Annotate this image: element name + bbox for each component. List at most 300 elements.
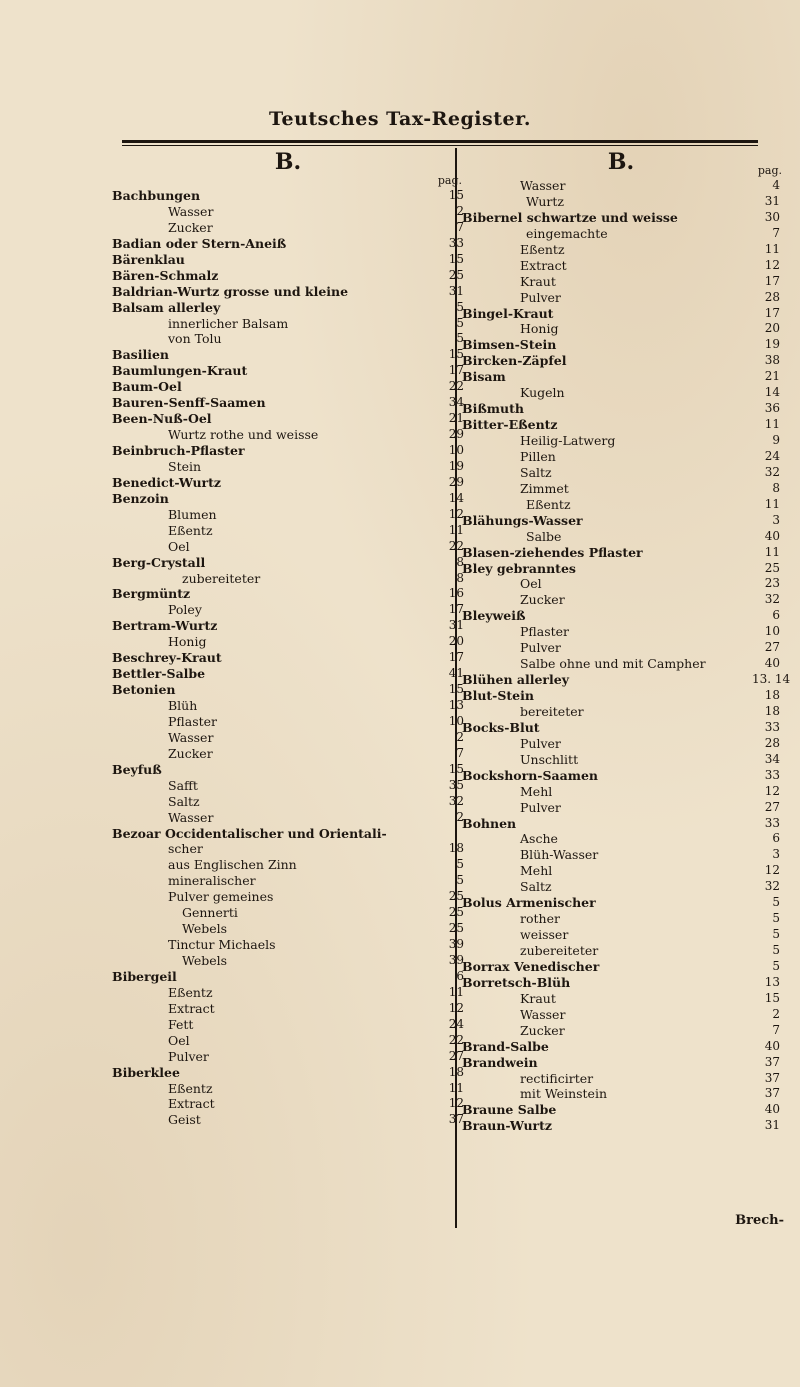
index-entry (110, 523, 466, 539)
index-entry (460, 1086, 782, 1102)
entry-term: Bleyweiß (462, 608, 526, 624)
index-entry (110, 1001, 466, 1017)
index-entry (460, 911, 782, 927)
entry-page: 11 (764, 544, 780, 559)
index-entry (110, 1017, 466, 1033)
entry-term: Poley (168, 602, 202, 618)
entry-page: 15 (448, 761, 464, 776)
entry-page: 25 (448, 905, 464, 920)
index-entry (460, 274, 782, 290)
index-entry (460, 927, 782, 943)
header-rule (122, 140, 758, 143)
entry-term: Saltz (520, 879, 552, 895)
entry-page: 10 (448, 713, 464, 728)
entry-page: 13 (448, 698, 464, 712)
entry-term: Saltz (168, 793, 200, 809)
entry-page: 31 (448, 618, 464, 633)
index-entry (110, 889, 466, 905)
entry-page: 34 (764, 751, 780, 766)
entry-term: Baldrian-Wurtz grosse und kleine (112, 283, 349, 299)
entry-page: 11 (764, 496, 780, 511)
entry-page: 17 (764, 273, 780, 288)
entry-term: Benedict-Wurtz (112, 474, 222, 490)
entry-term: Bolus Armenischer (462, 895, 596, 911)
entry-term: Stein (168, 458, 202, 474)
index-entry (460, 1007, 782, 1023)
index-entry (110, 316, 466, 332)
entry-term: Salbe (526, 528, 562, 544)
entry-page: 24 (764, 448, 780, 463)
index-entry (460, 385, 782, 401)
entry-term: Baumlungen-Kraut (112, 363, 248, 379)
index-entry (460, 1039, 782, 1055)
entry-page: 11 (448, 522, 464, 537)
entry-term: Honig (168, 634, 207, 650)
index-entry (460, 943, 782, 959)
entry-page: 24 (448, 1016, 464, 1031)
entry-term: Extract (520, 257, 567, 273)
index-entry (110, 220, 466, 236)
index-entry (460, 847, 782, 863)
entry-term: Eßentz (526, 496, 571, 512)
entry-page: 40 (764, 528, 780, 543)
entry-term: Kraut (520, 273, 556, 289)
index-entry (110, 969, 466, 985)
entry-page: 32 (764, 592, 780, 607)
index-entry (110, 459, 466, 475)
entry-page: 29 (448, 474, 464, 489)
entry-page: 18 (448, 1064, 464, 1079)
index-entry (110, 555, 466, 571)
index-entry (110, 586, 466, 602)
entry-page: 33 (764, 719, 780, 734)
entry-term: Bertram-Wurtz (112, 618, 218, 634)
entry-page: 5 (772, 911, 780, 926)
index-entry (460, 1023, 782, 1039)
index-entry (110, 491, 466, 507)
entry-term: Berg-Crystall (112, 554, 206, 570)
entry-page: 33 (448, 235, 464, 250)
entry-page: 25 (448, 921, 464, 936)
entry-page: 12 (448, 506, 464, 521)
entry-term: Bocks-Blut (462, 719, 540, 735)
entry-term: Pillen (520, 448, 556, 464)
entry-term: Blühen allerley (462, 672, 569, 688)
index-entry (460, 1118, 782, 1134)
entry-page: 7 (456, 745, 464, 760)
index-entry (460, 991, 782, 1007)
entry-term: Balsam allerley (112, 299, 221, 315)
entry-page: 6 (456, 968, 464, 983)
index-entry (460, 608, 782, 624)
index-entry (460, 1071, 782, 1087)
index-entry (460, 704, 782, 720)
entry-term: Asche (520, 831, 558, 847)
entry-page: 17 (448, 363, 464, 378)
index-entry (460, 481, 782, 497)
index-entry (460, 975, 782, 991)
index-entry (110, 762, 466, 778)
entry-term: Zucker (168, 745, 213, 761)
entry-term: Eßentz (168, 1080, 213, 1096)
index-entry (110, 236, 466, 252)
entry-page: 17 (764, 305, 780, 320)
entry-term: Bißmuth (462, 401, 524, 417)
entry-term: Bisam (462, 369, 506, 385)
entry-term: Oel (520, 576, 542, 592)
index-entry (460, 895, 782, 911)
entry-term: Oel (168, 538, 190, 554)
entry-term: Saltz (520, 464, 552, 480)
entry-term: Biberklee (112, 1064, 180, 1080)
index-entry (110, 507, 466, 523)
entry-page: 19 (448, 458, 464, 473)
index-entry (460, 465, 782, 481)
entry-term: Been-Nuß-Oel (112, 411, 212, 427)
entry-page: 41 (448, 666, 464, 681)
entry-term: Mehl (520, 783, 553, 799)
index-entry (110, 826, 466, 842)
entry-term: Badian oder Stern-Aneiß (112, 235, 287, 251)
entry-page: 6 (772, 831, 780, 846)
entry-term: Bettler-Salbe (112, 666, 206, 682)
index-entry (460, 449, 782, 465)
entry-term: Beinbruch-Pflaster (112, 443, 245, 458)
catchword: Brech- (735, 1213, 784, 1228)
entry-page: 36 (764, 401, 780, 416)
entry-term: Braune Salbe (462, 1102, 557, 1118)
left-column (110, 149, 466, 1128)
index-entry (460, 784, 782, 800)
entry-term: Geist (168, 1112, 201, 1128)
entry-term: weisser (520, 927, 569, 943)
entry-page: 22 (448, 538, 464, 553)
entry-page: 27 (448, 1048, 464, 1063)
entry-page: 32 (764, 464, 780, 479)
entry-page: 8 (772, 480, 780, 495)
entry-page: 32 (448, 793, 464, 808)
entry-page: 2 (456, 809, 464, 824)
entry-page: 22 (448, 1032, 464, 1047)
index-entry (110, 1049, 466, 1065)
index-entry (460, 433, 782, 449)
entry-page: 7 (772, 225, 780, 240)
entry-page: 37 (764, 1086, 780, 1101)
entry-page: 35 (448, 777, 464, 792)
entry-page: 15 (448, 251, 464, 266)
right-column (460, 149, 791, 1134)
index-entry (110, 204, 466, 220)
entry-page: 15 (448, 347, 464, 362)
entry-term: Blut-Stein (462, 688, 534, 703)
entry-page: 39 (448, 937, 464, 952)
entry-page: 38 (764, 353, 780, 368)
entry-term: Bibernel schwartze und weisse (462, 209, 678, 225)
entry-term: Safft (168, 777, 198, 793)
entry-page: 37 (764, 1054, 780, 1069)
entry-page: 31 (764, 193, 780, 208)
entry-page: 21 (448, 411, 464, 426)
entry-page: 9 (772, 433, 780, 447)
entry-term: Wasser (520, 1006, 566, 1022)
entry-term: Pflaster (168, 713, 218, 729)
index-entry (460, 879, 782, 895)
entry-term: Pulver gemeines (168, 889, 274, 905)
entry-term: Bachbungen (112, 188, 201, 203)
entry-page: 34 (448, 395, 464, 410)
index-entry (460, 624, 782, 640)
entry-term: Bockshorn-Saamen (462, 767, 598, 783)
entry-term: Pulver (520, 735, 561, 751)
entry-term: Bärenklau (112, 251, 185, 267)
index-entry (460, 178, 782, 194)
index-entries (110, 188, 466, 1128)
index-entry (460, 353, 782, 369)
index-entry (460, 337, 782, 353)
entry-term: mineralischer (168, 873, 256, 889)
entry-page: 28 (764, 735, 780, 750)
index-entry (110, 921, 466, 937)
entry-page: 3 (772, 847, 780, 862)
entry-term: scher (168, 841, 203, 857)
index-entry (110, 794, 466, 810)
entry-page: 40 (764, 1038, 780, 1053)
index-entry (460, 656, 782, 672)
entry-page: 37 (448, 1112, 464, 1127)
entry-term: Honig (520, 321, 559, 337)
entry-term: Bauren-Senff-Saamen (112, 395, 266, 411)
entry-page: 25 (448, 267, 464, 282)
entry-term: Brand-Salbe (462, 1038, 549, 1054)
index-entry (460, 800, 782, 816)
entry-term: Salbe ohne und mit Campher (520, 656, 706, 672)
entry-term: Blasen-ziehendes Pflaster (462, 544, 643, 560)
entry-page: 18 (764, 688, 780, 702)
entry-term: Bley gebranntes (462, 560, 576, 576)
entry-page: 7 (772, 1022, 780, 1037)
index-entry (110, 634, 466, 650)
entry-term: Kraut (520, 990, 556, 1006)
index-entry (110, 618, 466, 634)
entry-term: Bohnen (462, 815, 517, 831)
entry-term: Blähungs-Wasser (462, 512, 583, 528)
entry-term: Pulver (168, 1048, 209, 1064)
entry-term: Bimsen-Stein (462, 337, 557, 353)
entry-term: Zucker (520, 1022, 565, 1038)
index-entry (460, 497, 782, 513)
section-letter: B. (607, 149, 635, 175)
index-entry (110, 539, 466, 555)
entry-page: 18 (448, 841, 464, 856)
index-entry (460, 401, 782, 417)
entry-page: 18 (764, 703, 780, 718)
entry-term: Bären-Schmalz (112, 267, 219, 283)
index-entry (460, 369, 782, 385)
index-entry (460, 545, 782, 561)
entry-page: 11 (448, 984, 464, 999)
entry-page: 5 (456, 873, 464, 888)
entry-term: Betonien (112, 682, 176, 698)
index-entry (110, 746, 466, 762)
index-entry (460, 321, 782, 337)
index-entry (110, 268, 466, 284)
entry-term: bereiteter (520, 703, 584, 719)
entry-page: 13. 14 (752, 672, 791, 687)
entry-term: Baum-Oel (112, 379, 182, 395)
index-entry (110, 347, 466, 363)
entry-term: Bitter-Eßentz (462, 417, 558, 433)
entry-page: 25 (448, 889, 464, 904)
index-entry (110, 1065, 466, 1081)
entry-term: rother (520, 911, 560, 927)
entry-term: Borretsch-Blüh (462, 974, 571, 990)
entry-page: 21 (764, 369, 780, 384)
entry-page: 22 (448, 379, 464, 394)
index-entry (110, 698, 466, 714)
index-entry (110, 985, 466, 1001)
entry-page: 19 (764, 337, 780, 352)
entry-term: Wasser (168, 809, 214, 825)
entry-page: 27 (764, 799, 780, 814)
entry-page: 29 (448, 427, 464, 442)
entry-term: Eßentz (520, 241, 565, 257)
entry-term: zubereiteter (182, 570, 261, 586)
entry-page: 15 (448, 188, 464, 202)
entry-term: Borrax Venedischer (462, 958, 600, 974)
index-entry (460, 720, 782, 736)
entry-term: Bergmüntz (112, 586, 191, 602)
index-entry (460, 513, 782, 529)
index-entry (110, 395, 466, 411)
index-entry (460, 959, 782, 975)
entry-term: aus Englischen Zinn (168, 857, 297, 873)
entry-page: 17 (448, 602, 464, 617)
index-entry (110, 1081, 466, 1097)
index-entry (110, 1096, 466, 1112)
index-entry (460, 672, 791, 688)
entry-page: 3 (772, 512, 780, 527)
entry-page: 37 (764, 1070, 780, 1085)
entry-page: 27 (764, 640, 780, 655)
index-entry (110, 905, 466, 921)
entry-page: 5 (456, 857, 464, 872)
entry-page: 15 (764, 990, 780, 1005)
entry-page: 5 (772, 895, 780, 910)
entry-page: 5 (456, 331, 464, 346)
entry-page: 11 (448, 1080, 464, 1095)
index-entry (110, 714, 466, 730)
entry-term: Webels (182, 953, 228, 968)
index-entry (460, 640, 782, 656)
index-entry (110, 443, 466, 459)
entry-term: Bezoar Occidentalischer und Orientali- (112, 825, 387, 841)
entry-page: 33 (764, 815, 780, 830)
entry-term: Bingel-Kraut (462, 305, 554, 321)
entry-page: 5 (772, 958, 780, 973)
entry-term: Pulver (520, 799, 561, 815)
entry-page: 17 (448, 650, 464, 665)
index-entry (110, 300, 466, 316)
page-label: pag. (437, 174, 462, 187)
index-entry (460, 1102, 782, 1118)
index-entry (110, 602, 466, 618)
entry-term: eingemachte (526, 225, 608, 241)
entry-page: 7 (456, 219, 464, 234)
entry-term: mit Weinstein (520, 1086, 608, 1102)
index-entry (460, 210, 782, 226)
entry-page: 40 (764, 656, 780, 671)
entry-term: Kugeln (520, 385, 565, 401)
entry-page: 14 (764, 385, 780, 400)
entry-term: zubereiteter (520, 943, 599, 958)
entry-page: 12 (764, 783, 780, 798)
index-entry (110, 284, 466, 300)
entry-page: 5 (456, 315, 464, 330)
entry-page: 11 (764, 241, 780, 256)
index-entry (110, 778, 466, 794)
entry-page: 5 (772, 927, 780, 942)
index-entry (460, 561, 782, 577)
entry-page: 32 (764, 879, 780, 894)
entry-page: 40 (764, 1102, 780, 1117)
entry-term: Beyfuß (112, 761, 162, 777)
index-entry (110, 857, 466, 873)
page-label: pag. (757, 164, 782, 177)
entry-page: 14 (448, 490, 464, 505)
entry-term: Basilien (112, 347, 169, 363)
index-entry (110, 841, 466, 857)
index-entry (110, 411, 466, 427)
entry-page: 8 (456, 554, 464, 569)
entry-term: Pulver (520, 640, 561, 656)
entry-term: Extract (168, 1000, 215, 1016)
entry-page: 23 (764, 576, 780, 591)
entry-page: 33 (764, 767, 780, 782)
entry-term: Zimmet (520, 480, 569, 496)
entry-term: Heilig-Latwerg (520, 433, 616, 448)
entry-page: 12 (448, 1000, 464, 1015)
entry-term: Braun-Wurtz (462, 1118, 553, 1134)
entry-term: Unschlitt (520, 751, 579, 767)
index-entry (460, 736, 782, 752)
index-entry (110, 379, 466, 395)
entry-term: Zucker (168, 219, 213, 235)
entry-page: 2 (456, 729, 464, 744)
entry-term: Wasser (520, 178, 566, 193)
index-entry (460, 226, 782, 242)
index-entry (460, 863, 782, 879)
entry-term: Zucker (520, 592, 565, 608)
entry-term: von Tolu (168, 331, 222, 347)
entry-page: 5 (456, 299, 464, 314)
entry-page: 30 (764, 209, 780, 224)
entry-page: 2 (772, 1006, 780, 1021)
index-entry (110, 252, 466, 268)
index-entry (460, 688, 782, 704)
entry-term: Brandwein (462, 1054, 538, 1070)
entry-term: Wasser (168, 203, 214, 219)
entry-page: 31 (764, 1118, 780, 1133)
entry-page: 28 (764, 289, 780, 304)
header-rule-thin (122, 145, 758, 146)
index-entry (110, 873, 466, 889)
index-entry (460, 576, 782, 592)
entry-page: 2 (456, 203, 464, 218)
page-header: Teutsches Tax-Register. (269, 108, 531, 130)
index-entry (460, 194, 782, 210)
entry-page: 20 (448, 634, 464, 649)
index-entry (460, 417, 782, 433)
